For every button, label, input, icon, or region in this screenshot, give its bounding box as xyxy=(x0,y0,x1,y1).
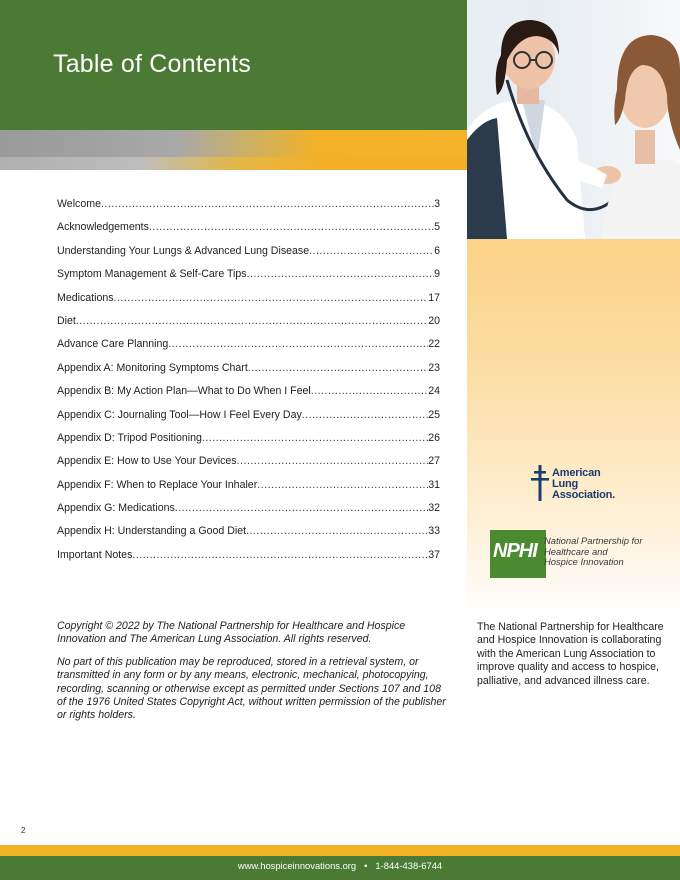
toc-entry-appendix-f[interactable] xyxy=(57,479,440,502)
footer-website-link[interactable]: www.hospiceinnovations.org xyxy=(237,860,357,871)
ala-logo-line: Lung xyxy=(552,478,579,490)
toc-leader-dots xyxy=(246,525,428,537)
toc-entry-page: 27 xyxy=(428,455,440,468)
toc-entry-title: Appendix H: Understanding a Good Diet xyxy=(57,525,247,538)
nphi-logo-line: Healthcare and xyxy=(544,545,608,557)
footer-gold-band xyxy=(0,845,680,856)
toc-entry-diet[interactable] xyxy=(57,315,440,338)
footer-separator: • xyxy=(364,860,368,871)
header-stripe-lower xyxy=(0,157,467,170)
toc-entry-page: 33 xyxy=(428,525,440,538)
toc-entry-welcome[interactable] xyxy=(57,198,440,221)
toc-entry-title: Important Notes xyxy=(57,548,133,561)
toc-leader-dots xyxy=(149,221,434,233)
toc-leader-dots xyxy=(248,362,428,374)
footer-phone[interactable]: 1-844-438-6744 xyxy=(375,860,443,871)
toc-entry-symptom-management[interactable] xyxy=(57,268,440,291)
doctor-patient-illustration xyxy=(467,0,680,239)
lorraine-cross-icon xyxy=(531,465,549,501)
toc-leader-dots xyxy=(76,315,428,327)
toc-entry-page: 17 xyxy=(428,291,440,304)
nphi-logo-line: Hospice Innovation xyxy=(544,556,624,568)
toc-entry-title: Appendix G: Medications xyxy=(57,502,175,515)
toc-leader-dots xyxy=(311,385,428,397)
toc-entry-page: 3 xyxy=(434,198,440,210)
toc-entry-important-notes[interactable] xyxy=(57,549,440,572)
toc-entry-title: Advance Care Planning xyxy=(57,338,169,351)
toc-entry-title: Appendix D: Tripod Positioning xyxy=(57,431,202,444)
toc-leader-dots xyxy=(175,502,428,514)
toc-entry-appendix-e[interactable] xyxy=(57,455,440,478)
toc-entry-title: Understanding Your Lungs & Advanced Lung Disease xyxy=(57,244,310,257)
ala-logo-text xyxy=(552,468,615,501)
toc-entry-appendix-b[interactable] xyxy=(57,385,440,408)
toc-entry-page: 37 xyxy=(428,548,440,561)
toc-entry-page: 24 xyxy=(428,385,440,398)
ala-logo-line: American xyxy=(552,467,601,479)
toc-entry-appendix-d[interactable] xyxy=(57,432,440,455)
toc-entry-title: Appendix C: Journaling Tool—How I Feel Every Day xyxy=(57,408,302,421)
ala-logo-line: Association. xyxy=(552,489,616,501)
toc-entry-title: Appendix F: When to Replace Your Inhaler xyxy=(57,478,258,491)
toc-entry-page: 9 xyxy=(434,268,440,281)
toc-leader-dots xyxy=(309,245,434,257)
toc-entry-page: 5 xyxy=(434,221,440,234)
toc-leader-dots xyxy=(132,549,428,561)
toc-entry-appendix-h[interactable] xyxy=(57,525,440,548)
toc-entry-page: 22 xyxy=(428,338,440,351)
toc-entry-title: Diet xyxy=(57,314,76,327)
toc-leader-dots xyxy=(168,338,428,350)
toc-entry-page: 31 xyxy=(428,478,440,491)
toc-entry-advance-care-planning[interactable] xyxy=(57,338,440,361)
toc-entry-appendix-g[interactable] xyxy=(57,502,440,525)
toc-entry-page: 26 xyxy=(428,431,440,444)
toc-entry-page: 32 xyxy=(428,502,440,515)
toc-entry-page: 23 xyxy=(428,361,440,374)
page-title: Table of Contents xyxy=(53,50,251,78)
toc-leader-dots xyxy=(247,268,435,280)
nphi-logo-line: National Partnership for xyxy=(544,535,643,546)
toc-entry-title: Welcome xyxy=(57,198,101,210)
toc-leader-dots xyxy=(114,292,429,304)
toc-entry-title: Symptom Management & Self-Care Tips xyxy=(57,268,247,281)
toc-entry-appendix-a[interactable] xyxy=(57,362,440,385)
toc-entry-page: 25 xyxy=(428,408,440,421)
toc-entry-page: 20 xyxy=(428,314,440,327)
nphi-logo-mark-text: NPHI xyxy=(493,540,537,562)
doctor-patient-photo xyxy=(467,0,680,239)
toc-entry-medications[interactable] xyxy=(57,292,440,315)
toc-leader-dots xyxy=(101,198,434,210)
toc-entry-understanding-lungs[interactable] xyxy=(57,245,440,268)
toc-entry-appendix-c[interactable] xyxy=(57,409,440,432)
copyright-line: Copyright © 2022 by The National Partnership for Healthcare and Hospice Innovation and The American Lung Association. All rights reserved. xyxy=(57,620,406,646)
nphi-logo-mark xyxy=(490,530,546,578)
toc-entry-title: Acknowledgements xyxy=(57,221,149,234)
page-number: 2 xyxy=(21,826,26,835)
footer-contact xyxy=(0,860,680,871)
reproduction-notice: No part of this publication may be reproduced, stored in a retrieval system, or transmitted in any form or by any means, electronic, mechanical, photocopying, recording, scanning or otherwise except as permitted under Sections 107 and 108 of the 1976 United States Copyright Act, without written permission of the publisher or rights holders. xyxy=(57,655,446,722)
table-of-contents xyxy=(57,198,440,572)
toc-entry-title: Medications xyxy=(57,291,114,304)
toc-entry-title: Appendix B: My Action Plan—What to Do When I Feel xyxy=(57,385,311,398)
toc-leader-dots xyxy=(257,479,428,491)
toc-leader-dots xyxy=(202,432,428,444)
partnership-note: The National Partnership for Healthcare and Hospice Innovation is collaborating with the American Lung Association to improve quality and access to hospice, palliative, and advanced illness care. xyxy=(477,621,664,687)
toc-leader-dots xyxy=(302,409,428,421)
nphi-logo xyxy=(490,530,660,578)
toc-entry-acknowledgements[interactable] xyxy=(57,221,440,244)
american-lung-association-logo xyxy=(531,465,641,505)
toc-leader-dots xyxy=(237,455,429,467)
copyright-notice xyxy=(57,620,447,723)
toc-entry-page: 6 xyxy=(434,244,440,257)
toc-entry-title: Appendix E: How to Use Your Devices xyxy=(57,455,237,468)
toc-entry-title: Appendix A: Monitoring Symptoms Chart xyxy=(57,361,248,374)
nphi-logo-caption xyxy=(544,536,656,568)
